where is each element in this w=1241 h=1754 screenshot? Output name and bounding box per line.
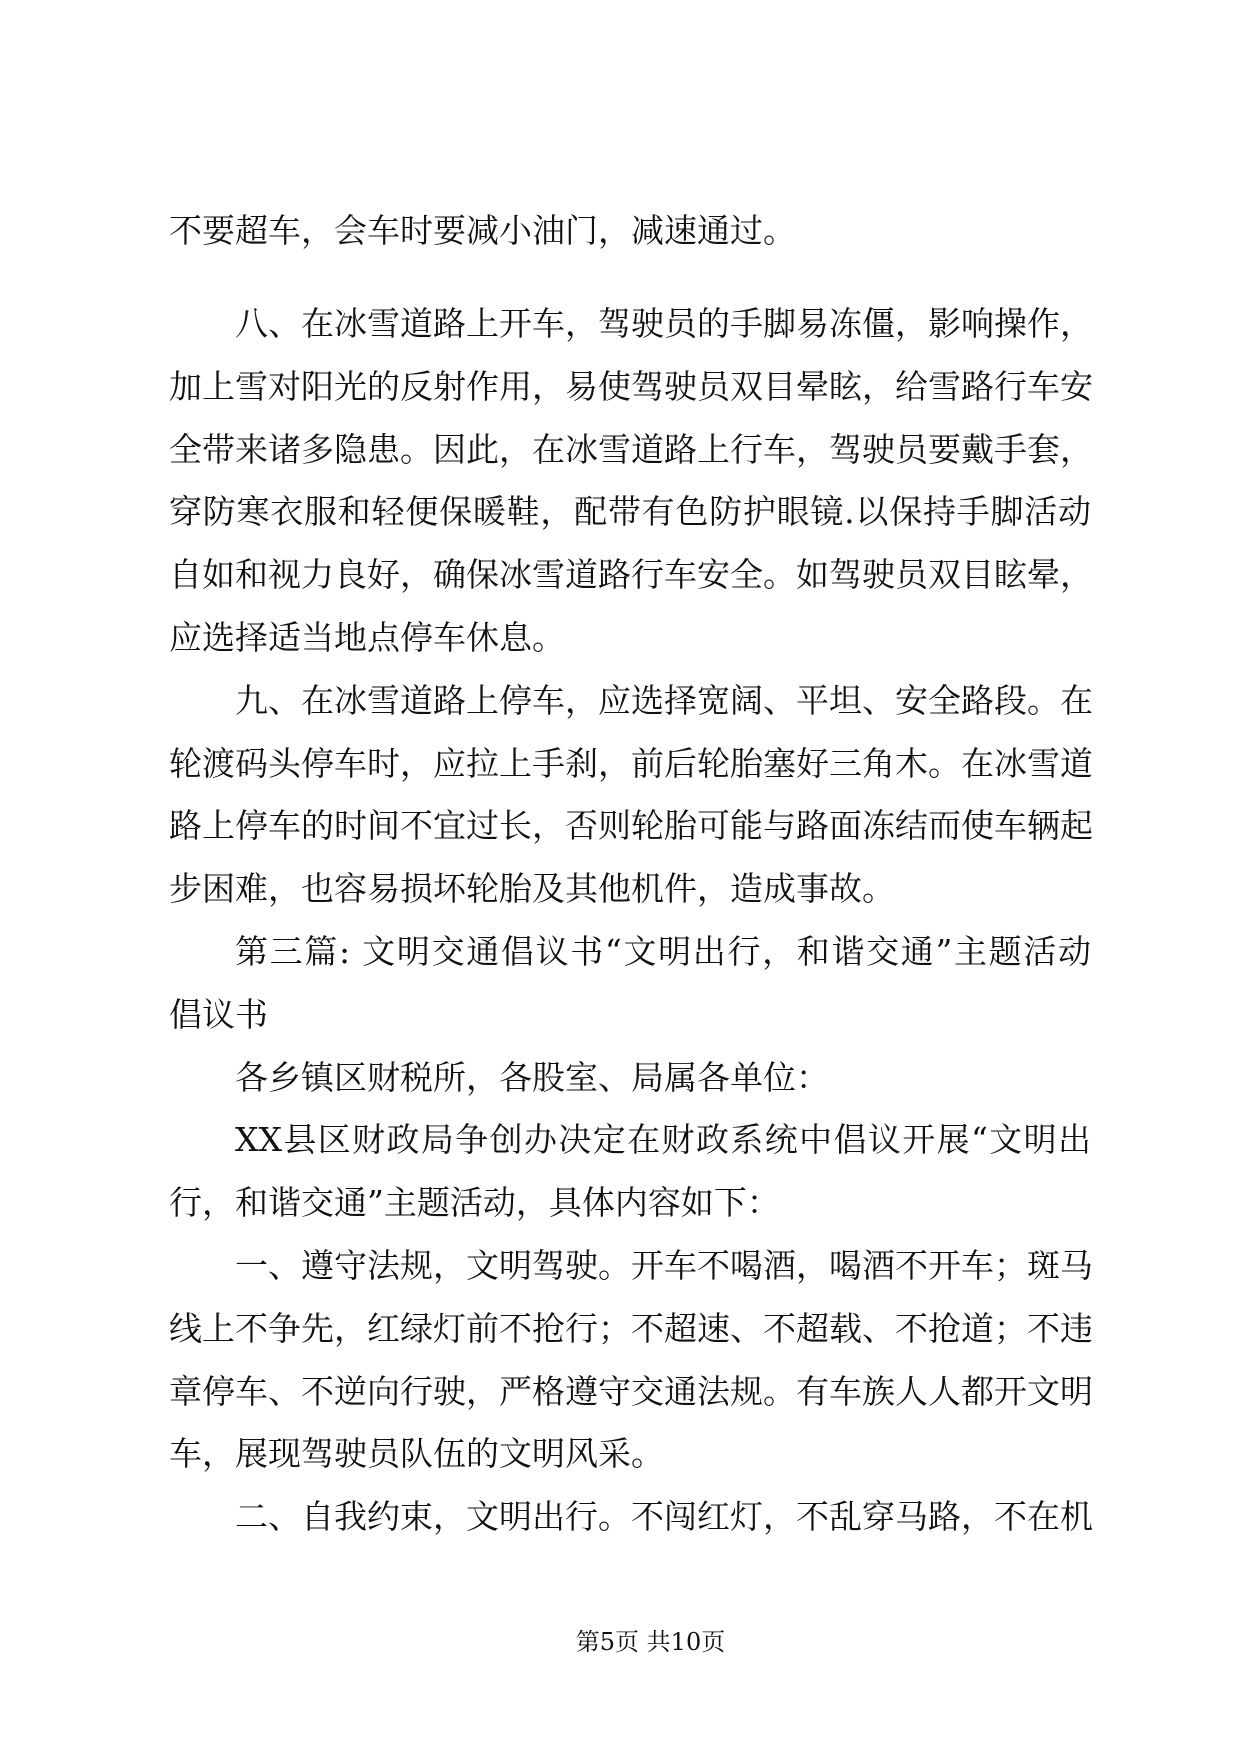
text-line: 线上不争先，红绿灯前不抢行；不超速、不超载、不抢道；不违 [169, 1308, 1093, 1348]
text-line: 倡议书 [169, 994, 268, 1034]
text-line: 全带来诸多隐患。因此，在冰雪道路上行车，驾驶员要戴手套， [169, 429, 1093, 469]
text-line: 第三篇: 文明交通倡议书“文明出行，和谐交通”主题活动 [235, 931, 1091, 971]
text-line: 自如和视力良好，确保冰雪道路行车安全。如驾驶员双目眩晕， [169, 555, 1093, 595]
text-line: 八、在冰雪道路上开车，驾驶员的手脚易冻僵，影响操作， [235, 304, 1093, 343]
text-line: 各乡镇区财税所，各股室、局属各单位： [235, 1057, 829, 1097]
text-line: 九、在冰雪道路上停车，应选择宽阔、平坦、安全路段。在 [235, 680, 1093, 720]
text-line: 路上停车的时间不宜过长，否则轮胎可能与路面冻结而使车辆起 [169, 806, 1093, 846]
text-line: 步困难，也容易损坏轮胎及其他机件，造成事故。 [169, 869, 895, 909]
text-line: 车，展现驾驶员队伍的文明风采。 [169, 1434, 664, 1474]
text-line: 行，和谐交通”主题活动，具体内容如下： [169, 1183, 780, 1223]
text-line: 穿防寒衣服和轻便保暖鞋，配带有色防护眼镜.以保持手脚活动 [169, 492, 1091, 532]
text-line: 不要超车，会车时要减小油门，减速通过。 [169, 211, 796, 250]
text-line: 章停车、不逆向行驶，严格遵守交通法规。有车族人人都开文明 [169, 1371, 1093, 1411]
text-line: XX县区财政局争创办决定在财政系统中倡议开展“文明出 [235, 1120, 1091, 1160]
text-line: 轮渡码头停车时，应拉上手刹，前后轮胎塞好三角木。在冰雪道 [169, 743, 1093, 783]
page-footer: 第5页 共10页 [575, 1628, 726, 1656]
document-first-line [169, 205, 1091, 257]
text-line: 二、自我约束，文明出行。不闯红灯，不乱穿马路，不在机 [235, 1497, 1093, 1537]
text-line: 加上雪对阳光的反射作用，易使驾驶员双目晕眩，给雪路行车安 [169, 366, 1093, 406]
document-body [169, 298, 1091, 1554]
text-line: 一、遵守法规，文明驾驶。开车不喝酒，喝酒不开车；斑马 [235, 1245, 1093, 1285]
text-line: 应选择适当地点停车休息。 [169, 617, 565, 657]
